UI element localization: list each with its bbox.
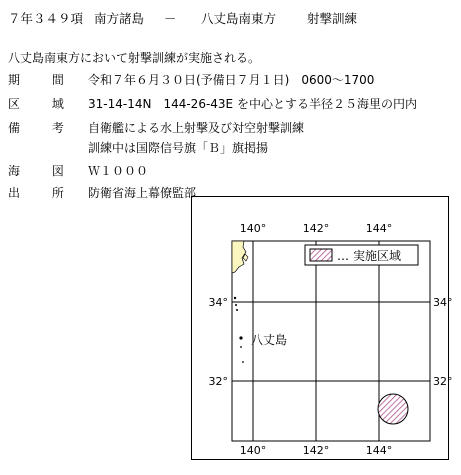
area-map — [191, 196, 453, 460]
island-dot — [242, 361, 244, 363]
exercise-area — [378, 394, 408, 424]
island-dot — [240, 346, 242, 348]
row-label-source: 出 所 — [8, 186, 78, 200]
lon-label-top: 142° — [302, 222, 330, 235]
row-value-remarks-2: 訓練中は国際信号旗「Ｂ」旗掲揚 — [88, 141, 269, 155]
lon-label-bottom: 140° — [239, 444, 267, 457]
notice-subject: 八丈島南東方 — [201, 11, 277, 26]
row-value-source: 防衛省海上幕僚監部 — [88, 186, 197, 200]
map-graphic — [192, 197, 453, 461]
row-value-chart: Ｗ１０００ — [88, 164, 149, 178]
row-value-remarks: 自衛艦による水上射撃及び対空射撃訓練 — [88, 121, 305, 135]
island-dot — [236, 309, 238, 311]
island-dot — [235, 304, 237, 306]
row-label-remarks: 備 考 — [8, 121, 78, 135]
hachijojima-dot — [239, 336, 242, 339]
lat-label-right: 34° — [433, 296, 453, 309]
lon-label-top: 144° — [365, 222, 393, 235]
row-label-area: 区 域 — [8, 97, 78, 111]
row-label-period: 期 間 — [8, 73, 78, 87]
lon-label-bottom: 144° — [365, 444, 393, 457]
lat-label-left: 32° — [208, 375, 228, 388]
row-label-chart: 海 図 — [8, 164, 78, 178]
legend-prefix: … — [337, 249, 349, 263]
legend-label: 実施区域 — [353, 249, 402, 263]
notice-intro: 八丈島南東方において射撃訓練が実施される。 — [8, 51, 261, 65]
lat-label-left: 34° — [208, 296, 228, 309]
lon-label-top: 140° — [239, 222, 267, 235]
row-value-area: 31-14-14N 144-26-43E を中心とする半径２５海里の円内 — [88, 97, 417, 111]
notice-number: ７年３４９項 — [8, 11, 84, 26]
notice-kind: 射撃訓練 — [307, 11, 358, 26]
lat-label-right: 32° — [433, 375, 453, 388]
lon-label-bottom: 142° — [302, 444, 330, 457]
legend-swatch — [310, 249, 332, 261]
island-label: 八丈島 — [251, 333, 288, 347]
row-value-period: 令和７年６月３０日(予備日７月１日) 0600～1700 — [88, 73, 375, 87]
notice-region: 南方諸島 — [94, 11, 145, 26]
island-dot — [234, 297, 236, 299]
notice-dash: － — [164, 11, 177, 26]
